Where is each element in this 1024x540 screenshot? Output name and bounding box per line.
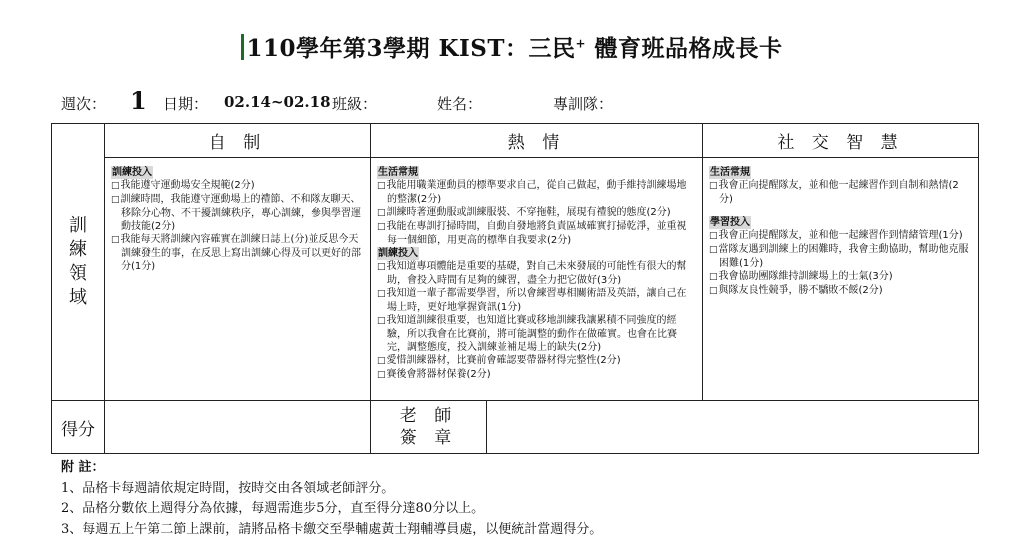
week-label: 週次： — [61, 93, 106, 114]
teacher-signature-cell[interactable] — [487, 401, 979, 454]
criteria-item[interactable]: □ 我知道一輩子都需要學習，所以會練習專相關術語及英語，讓自己在場上時，更好地掌握資訊(1分) — [377, 287, 696, 314]
criteria-item[interactable]: □ 我能在專訓打掃時間，自動自發地將負責區域確實打掃乾淨，並重視每一個細節，用更高的標準自我要求(2分) — [377, 220, 696, 247]
criteria-item[interactable]: □ 我能每天將訓練內容確實在訓練日誌上(分)並反思今天訓練發生的事，在反思上寫出訓練心得及可以更好的部分(1分) — [111, 233, 364, 273]
criteria-item[interactable]: □ 我能用職業運動員的標準要求自己，從自己做起，動手維持訓練場地的整潔(2分) — [377, 179, 696, 206]
team-label: 專訓隊： — [553, 93, 613, 114]
header-self-control: 自 制 — [105, 124, 371, 158]
passion-criteria — [371, 158, 703, 401]
criteria-item[interactable]: □ 與隊友良性競爭，勝不驕敗不餒(2分) — [709, 284, 972, 298]
criteria-item[interactable]: □ 訓練時間，我能遵守運動場上的禮節、不和隊友聊天、移除分心物、不干擾訓練秩序，專心訓練，參與學習運動技能(2分) — [111, 193, 364, 233]
week-number: 1 — [130, 86, 147, 115]
header-passion: 熱 情 — [371, 124, 703, 158]
notes-section — [61, 458, 602, 540]
criteria-item[interactable]: □ 賽後會將器材保養(2分) — [377, 368, 696, 382]
header-social-intelligence: 社 交 智 慧 — [703, 124, 979, 158]
teacher-signature-label: 老 師 簽 章 — [371, 401, 487, 454]
self-control-criteria — [105, 158, 371, 401]
criteria-item[interactable]: □ 我會正向提醒隊友，並和他一起練習作到自制和熱情(2分) — [709, 179, 972, 206]
criteria-item[interactable]: □ 訓練時著運動服或訓練服裝、不穿拖鞋，展現有禮貌的態度(2分) — [377, 206, 696, 220]
social-intelligence-criteria — [703, 158, 979, 401]
note-line: 1、品格卡每週請依規定時間，按時交由各領域老師評分。 — [61, 479, 602, 500]
criteria-item[interactable]: □ 我知道訓練很重要，也知道比賽或移地訓練我讓累積不同強度的經驗，所以我會在比賽前，將可能調整的動作在做確實。也會在比賽完，調整態度，投入訓練並補足場上的缺失(2分) — [377, 314, 696, 354]
section-heading: 訓練投入 — [377, 247, 419, 260]
class-label: 班級： — [332, 93, 377, 114]
criteria-item[interactable]: □ 我知道專項體能是重要的基礎，對自己未來發展的可能性有很大的幫助，會投入時間有足夠的練習，盡全力把它做好(3分) — [377, 260, 696, 287]
title-marker — [241, 34, 244, 60]
title-superscript: + — [575, 36, 586, 50]
note-line: 2、品格分數依上週得分為依據，每週需進步5分，直至得分達80分以上。 — [61, 499, 602, 520]
criteria-item[interactable]: □ 我會正向提醒隊友，並和他一起練習作到情緒管理(1分) — [709, 229, 972, 243]
section-heading: 訓練投入 — [111, 166, 153, 179]
note-line: 3、每週五上午第二節上課前，請將品格卡繳交至學輔處黃士翔輔導員處，以便統計當週得分。 — [61, 520, 602, 540]
training-domain-label: 訓 練 領 域 — [52, 124, 105, 401]
criteria-item[interactable]: □ 當隊友遇到訓練上的困難時，我會主動協助，幫助他克服困難(1分) — [709, 243, 972, 270]
score-cell[interactable] — [105, 401, 371, 454]
notes-title: 附 註： — [61, 458, 602, 479]
section-heading: 學習投入 — [709, 216, 751, 229]
section-heading: 生活常規 — [377, 166, 419, 179]
title-main: 110學年第3學期 KIST：三民 — [246, 35, 575, 62]
page-title — [0, 30, 1024, 63]
date-label: 日期： — [163, 93, 208, 114]
criteria-item[interactable]: □ 我會協助團隊維持訓練場上的士氣(3分) — [709, 270, 972, 284]
criteria-item[interactable]: □ 愛惜訓練器材，比賽前會確認要帶器材得完整性(2分) — [377, 354, 696, 368]
criteria-item[interactable]: □ 我能遵守運動場安全規範(2分) — [111, 179, 364, 193]
character-card-table — [51, 123, 979, 454]
name-label: 姓名： — [437, 93, 482, 114]
section-heading: 生活常規 — [709, 166, 751, 179]
title-tail: 體育班品格成長卡 — [586, 35, 783, 62]
date-value: 02.14~02.18 — [224, 93, 331, 111]
score-label: 得分 — [52, 401, 105, 454]
